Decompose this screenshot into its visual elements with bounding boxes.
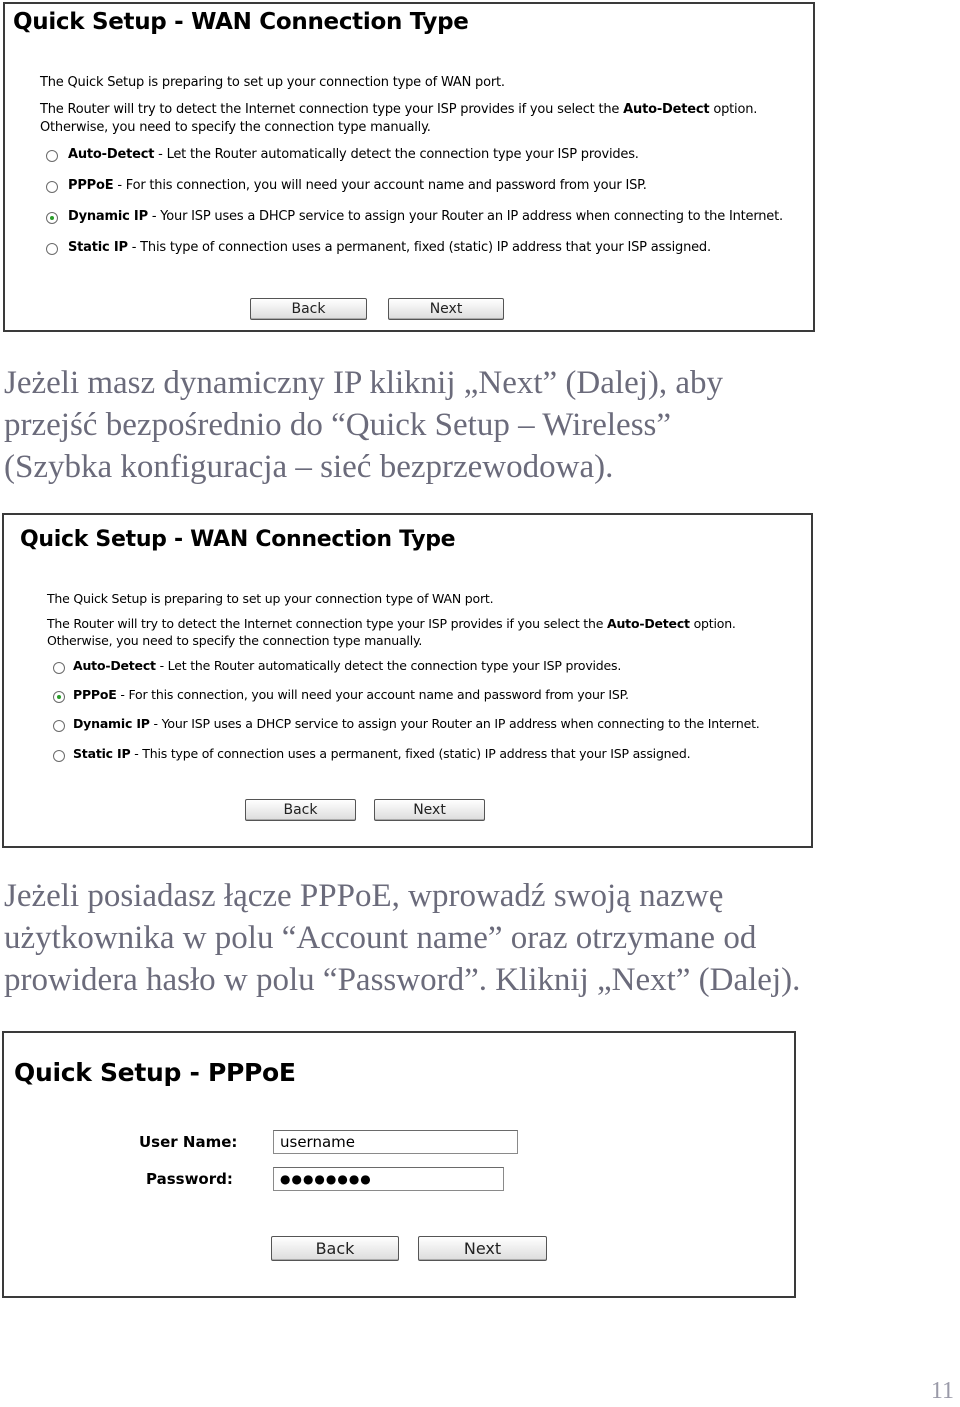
option-static-ip: Static IP - This type of connection uses a permanent, fixed (static) IP address that your ISP assigned. [73, 746, 691, 761]
panel-title: Quick Setup - WAN Connection Type [20, 527, 456, 552]
detect-text-pre: The Router will try to detect the Internet connection type your ISP provides if you select the [47, 616, 607, 631]
next-button[interactable]: Next [374, 799, 485, 821]
radio-pppoe[interactable] [46, 181, 58, 193]
intro-text: The Quick Setup is preparing to set up your connection type of WAN port. [47, 591, 494, 606]
username-label: User Name: [139, 1133, 238, 1151]
password-field[interactable]: ●●●●●●●● [273, 1167, 504, 1191]
radio-auto-detect[interactable] [46, 150, 58, 162]
instruction-dynamic-line2: przejść bezpośrednio do “Quick Setup – Wireless” [4, 407, 672, 443]
detect-text-line2: Otherwise, you need to specify the connection type manually. [40, 120, 431, 135]
instruction-pppoe-line3: prowidera hasło w polu “Password”. Kliknij „Next” (Dalej). [4, 962, 801, 998]
radio-dynamic-ip[interactable] [46, 212, 58, 224]
radio-static-ip[interactable] [46, 243, 58, 255]
instruction-dynamic-line3: (Szybka konfiguracja – sieć bezprzewodowa). [4, 449, 614, 485]
option-pppoe: PPPoE - For this connection, you will need your account name and password from your ISP. [68, 178, 647, 193]
detect-text-bold: Auto-Detect [607, 616, 690, 631]
back-button[interactable]: Back [271, 1236, 399, 1261]
option-auto-detect: Auto-Detect - Let the Router automatically detect the connection type your ISP provides. [68, 147, 639, 162]
intro-text: The Quick Setup is preparing to set up your connection type of WAN port. [40, 75, 505, 90]
back-button[interactable]: Back [245, 799, 356, 821]
option-static-ip: Static IP - This type of connection uses a permanent, fixed (static) IP address that your ISP assigned. [68, 240, 711, 255]
instruction-pppoe-line2: użytkownika w polu “Account name” oraz otrzymane od [4, 920, 757, 956]
instruction-pppoe-line1: Jeżeli posiadasz łącze PPPoE, wprowadź swoją nazwę [4, 878, 724, 914]
detect-text-post: option. [709, 102, 758, 117]
detect-text-pre: The Router will try to detect the Internet connection type your ISP provides if you select the [40, 102, 624, 117]
radio-static-ip[interactable] [53, 750, 65, 762]
option-auto-detect: Auto-Detect - Let the Router automatically detect the connection type your ISP provides. [73, 658, 622, 673]
panel-title: Quick Setup - WAN Connection Type [13, 9, 469, 35]
detect-text-line2: Otherwise, you need to specify the connection type manually. [47, 633, 423, 648]
back-button[interactable]: Back [250, 298, 367, 320]
radio-dynamic-ip[interactable] [53, 720, 65, 732]
radio-auto-detect[interactable] [53, 662, 65, 674]
detect-text-post: option. [689, 616, 736, 631]
instruction-dynamic-line1: Jeżeli masz dynamiczny IP kliknij „Next” (Dalej), aby [4, 365, 724, 401]
panel-title: Quick Setup - PPPoE [14, 1058, 296, 1087]
detect-text-bold: Auto-Detect [623, 102, 710, 117]
wan-connection-type-screenshot-2 [2, 513, 813, 848]
detect-text-line1 [40, 102, 757, 117]
detect-text-line1 [47, 616, 736, 631]
next-button[interactable]: Next [388, 298, 504, 320]
next-button[interactable]: Next [418, 1236, 547, 1261]
option-pppoe: PPPoE - For this connection, you will need your account name and password from your ISP. [73, 687, 629, 702]
password-label: Password: [146, 1170, 233, 1188]
page-number: 11 [930, 1378, 954, 1404]
radio-pppoe[interactable] [53, 691, 65, 703]
wan-connection-type-screenshot-1 [3, 2, 815, 332]
option-dynamic-ip: Dynamic IP - Your ISP uses a DHCP service to assign your Router an IP address when connecting to the Internet. [68, 209, 783, 224]
pppoe-setup-screenshot [2, 1031, 796, 1298]
username-field[interactable]: username [273, 1130, 518, 1154]
option-dynamic-ip: Dynamic IP - Your ISP uses a DHCP service to assign your Router an IP address when connecting to the Internet. [73, 716, 760, 731]
